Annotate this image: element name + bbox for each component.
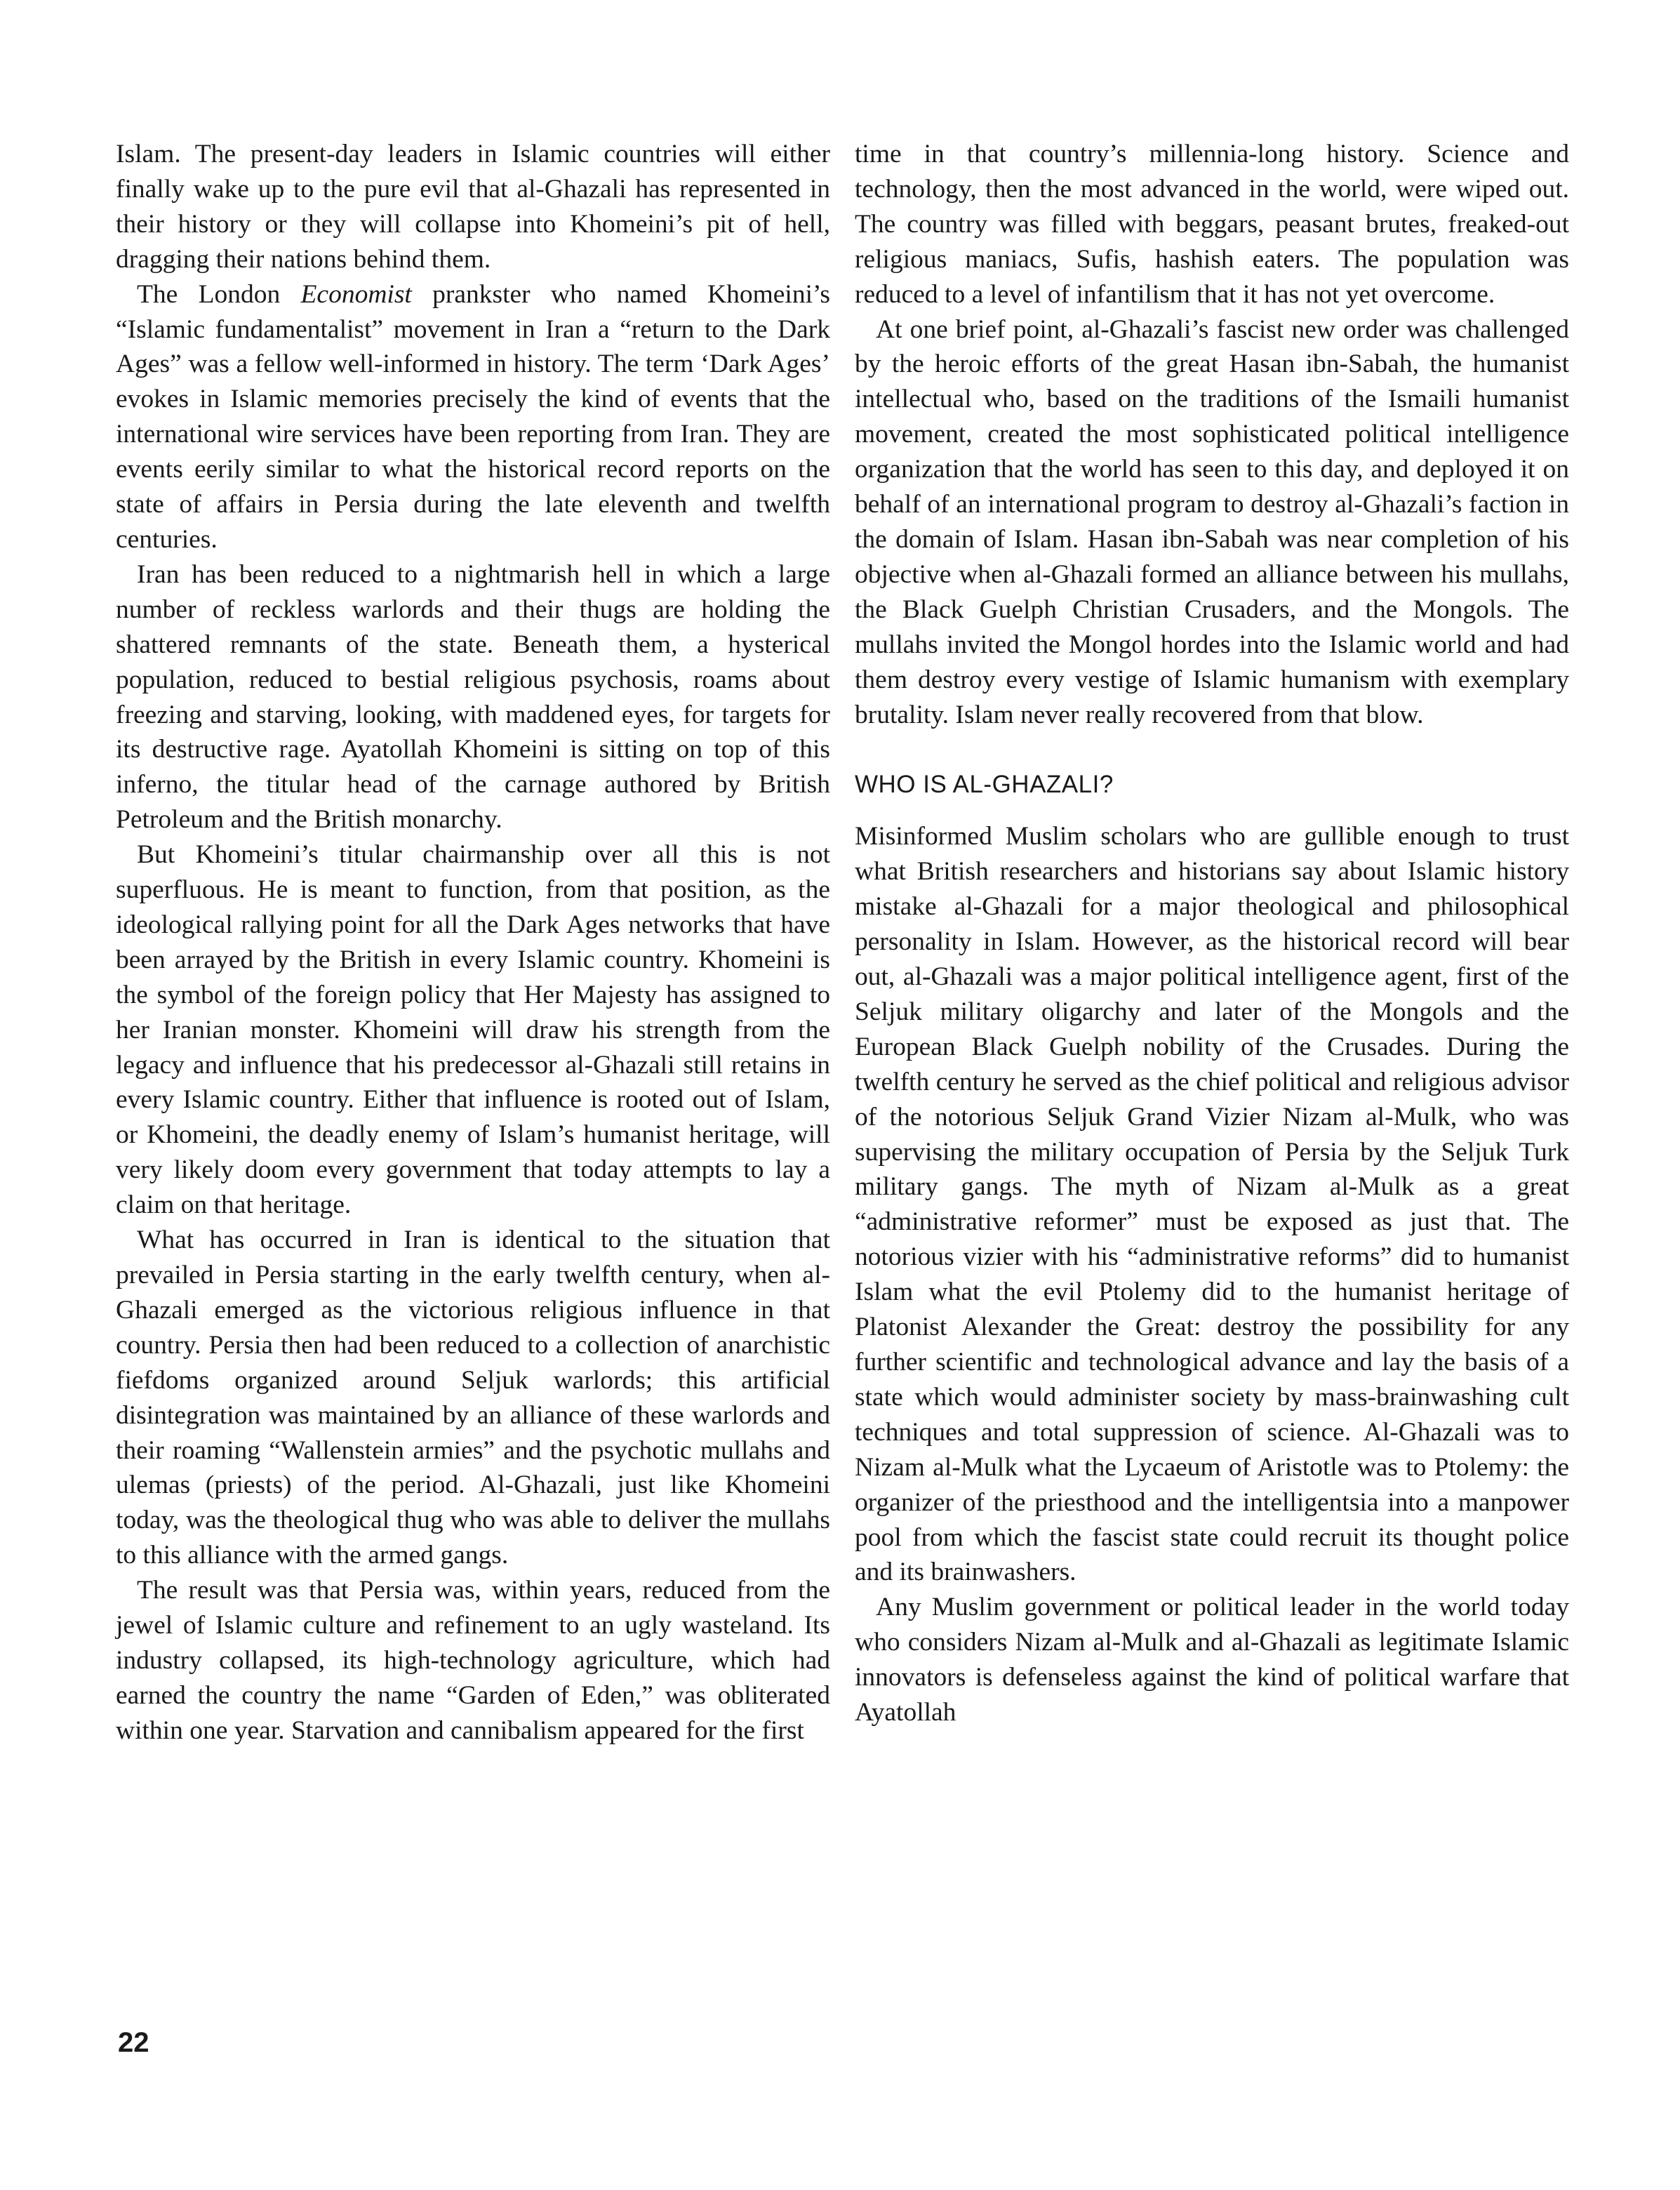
paragraph-text: prankster who named Khomeini’s “Islamic fundamentalist” movement in Iran a “return to the Dark Ages” was a fellow well-informed in history. The term ‘Dark Ages’ evokes in Islamic memories precisely the kind of events that the international wire services have been reporting from Iran. They are events eerily similar to what the historical record reports on the state of affairs in Persia during the late eleventh and twelfth centuries. (116, 279, 830, 554)
paragraph (116, 277, 830, 557)
paragraph: Any Muslim government or political leader in the world today who considers Nizam al-Mulk and al-Ghazali as legitimate Islamic innovators is defenseless against the kind of political warfare that Ayatollah (855, 1593, 1569, 1727)
paragraph: What has occurred in Iran is identical to the situation that prevailed in Persia starting in the early twelfth century, when al-Ghazali emerged as the victorious religious influence in that country. Persia then had been reduced to a collection of anarchistic fiefdoms organized around Seljuk warlords; this artificial disintegration was maintained by an alliance of these warlords and their roaming “Wallenstein armies” and the psychotic mullahs and ulemas (priests) of the period. Al-Ghazali, just like Khomeini today, was the theological thug who was able to deliver the mullahs to this alliance with the armed gangs. (116, 1226, 830, 1570)
paragraph: Islam. The present-day leaders in Islamic countries will either finally wake up to the pure evil that al-Ghazali has represented in their history or they will collapse into Khomeini’s pit of hell, dragging their nations behind them. (116, 140, 830, 274)
paragraph-text: The London (137, 279, 301, 309)
paragraph: Iran has been reduced to a nightmarish hell in which a large number of reckless warlords and their thugs are holding the shattered remnants of the state. Beneath them, a hysterical population, reduced to bestial religious psychosis, roams about freezing and starving, looking, with maddened eyes, for targets for its destructive rage. Ayatollah Khomeini is sitting on top of this inferno, the titular head of the carnage authored by British Petroleum and the British monarchy. (116, 559, 830, 835)
paragraph: But Khomeini’s titular chairmanship over all this is not superfluous. He is meant to function, from that position, as the ideological rallying point for all the Dark Ages networks that have been arrayed by the British in every Islamic country. Khomeini is the symbol of the foreign policy that Her Majesty has assigned to her Iranian monster. Khomeini will draw his strength from the legacy and influence that his predecessor al-Ghazali still retains in every Islamic country. Either that influence is rooted out of Islam, or Khomeini, the deadly enemy of Islam’s humanist heritage, will very likely doom every government that today attempts to lay a claim on that heritage. (116, 840, 830, 1220)
left-column (116, 137, 830, 1748)
paragraph: Misinformed Muslim scholars who are gullible enough to trust what British researchers and historians say about Islamic history mistake al-Ghazali for a major theological and philosophical personality in Islam. However, as the historical record will bear out, al-Ghazali was a major political intelligence agent, first of the Seljuk military oligarchy and later of the Mongols and the European Black Guelph nobility of the Crusades. During the twelfth century he served as the chief political and religious advisor of the notorious Seljuk Grand Vizier Nizam al-Mulk, who was supervising the military occupation of Persia by the Seljuk Turk military gangs. The myth of Nizam al-Mulk as a great “administrative reformer” must be exposed as just that. The notorious vizier with his “administrative reforms” did to humanist Islam what the evil Ptolemy did to the humanist heritage of Platonist Alexander the Great: destroy the possibility for any further scientific and technological advance and lay the basis of a state which would administer society by mass-brainwashing cult techniques and total suppression of science. Al-Ghazali was to Nizam al-Mulk what the Lycaeum of Aristotle was to Ptolemy: the organizer of the priesthood and the intelligentsia into a manpower pool from which the fascist state could recruit its thought police and its brainwashers. (855, 822, 1569, 1587)
right-column (855, 137, 1569, 1730)
section-heading: WHO IS AL-GHAZALI? (855, 771, 1114, 799)
page-number: 22 (118, 2027, 149, 2058)
publication-title: Economist (300, 279, 412, 309)
paragraph: At one brief point, al-Ghazali’s fascist new order was challenged by the heroic efforts of the great Hasan ibn-Sabah, the humanist intellectual who, based on the traditions of the Ismaili humanist movement, created the most sophisticated political intelligence organization that the world has seen to this day, and deployed it on behalf of an international program to destroy al-Ghazali’s faction in the domain of Islam. Hasan ibn-Sabah was near completion of his objective when al-Ghazali formed an alliance between his mullahs, the Black Guelph Christian Crusaders, and the Mongols. The mullahs invited the Mongol hordes into the Islamic world and had them destroy every vestige of Islamic humanism with exemplary brutality. Islam never really recovered from that blow. (855, 314, 1569, 729)
paragraph: time in that country’s millennia-long history. Science and technology, then the most advanced in the world, were wiped out. The country was filled with beggars, peasant brutes, freaked-out religious maniacs, Sufis, hashish eaters. The population was reduced to a level of infantilism that it has not yet overcome. (855, 140, 1569, 309)
paragraph: The result was that Persia was, within years, reduced from the jewel of Islamic culture and refinement to an ugly wasteland. Its industry collapsed, its high-technology agriculture, which had earned the country the name “Garden of Eden,” was obliterated within one year. Starvation and cannibalism appeared for the first (116, 1576, 830, 1745)
